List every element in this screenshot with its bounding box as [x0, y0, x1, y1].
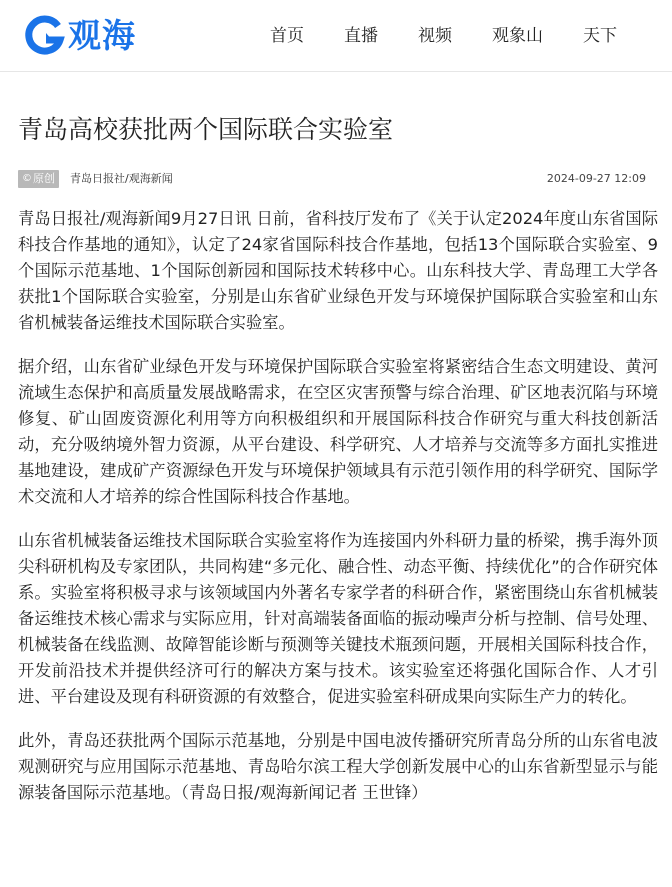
- nav-world[interactable]: 天下: [583, 26, 617, 46]
- main-nav: [248, 0, 657, 72]
- site-header: [0, 0, 672, 72]
- site-logo[interactable]: [22, 14, 136, 58]
- nav-video[interactable]: 视频: [418, 26, 452, 46]
- g-logo-icon: [22, 14, 66, 58]
- nav-guanxiangshan[interactable]: 观象山: [492, 26, 543, 46]
- article-source: 青岛日报社/观海新闻: [70, 172, 173, 185]
- copyright-icon: ©: [22, 173, 32, 184]
- nav-live[interactable]: 直播: [344, 26, 378, 46]
- article-paragraph: 据介绍，山东省矿业绿色开发与环境保护国际联合实验室将紧密结合生态文明建设、黄河流域生态保护和高质量发展战略需求，在空区灾害预警与综合治理、矿区地表沉陷与环境修复、矿山固废资源化利用等方向积极组织和开展国际科技合作研究与重大科技创新活动，充分吸纳境外智力资源，从平台建设、科学研究、人才培养与交流等多方面扎实推进基地建设，建成矿产资源绿色开发与环境保护领域具有示范引领作用的科学研究、国际学术交流和人才培养的综合性国际科技合作基地。: [18, 357, 658, 506]
- article-meta: [18, 170, 654, 188]
- original-badge: [18, 170, 59, 188]
- article-date: 2024-09-27 12:09: [546, 172, 646, 185]
- article-title: 青岛高校获批两个国际联合实验室: [18, 115, 394, 144]
- article-body: [18, 206, 658, 824]
- badge-label: 原创: [33, 172, 55, 185]
- article-paragraph: 山东省机械装备运维技术国际联合实验室将作为连接国内外科研力量的桥梁，携手海外顶尖科研机构及专家团队，共同构建“多元化、融合性、动态平衡、持续优化”的合作研究体系。实验室将积极寻求与该领域国内外著名专家学者的科研合作，紧密围绕山东省机械装备运维技术核心需求与实际应用，针对高端装备面临的振动噪声分析与控制、信号处理、机械装备在线监测、故障智能诊断与预测等关键技术瓶颈问题，开展相关国际科技合作，开发前沿技术并提供经济可行的解决方案与技术。该实验室还将强化国际合作、人才引进、平台建设及现有科研资源的有效整合，促进实验室科研成果向实际生产力的转化。: [18, 531, 658, 706]
- article-paragraph: 青岛日报社/观海新闻9月27日讯 日前，省科技厅发布了《关于认定2024年度山东省国际科技合作基地的通知》，认定了24家省国际科技合作基地，包括13个国际联合实验室、9个国际示范基地、1个国际创新园和国际技术转移中心。山东科技大学、青岛理工大学各获批1个国际联合实验室，分别是山东省矿业绿色开发与环境保护国际联合实验室和山东省机械装备运维技术国际联合实验室。: [18, 209, 658, 332]
- nav-home[interactable]: 首页: [270, 26, 304, 46]
- article-paragraph: 此外，青岛还获批两个国际示范基地，分别是中国电波传播研究所青岛分所的山东省电波观测研究与应用国际示范基地、青岛哈尔滨工程大学创新发展中心的山东省新型显示与能源装备国际示范基地。（青岛日报/观海新闻记者 王世锋）: [18, 731, 658, 802]
- logo-text: 观海: [68, 16, 136, 55]
